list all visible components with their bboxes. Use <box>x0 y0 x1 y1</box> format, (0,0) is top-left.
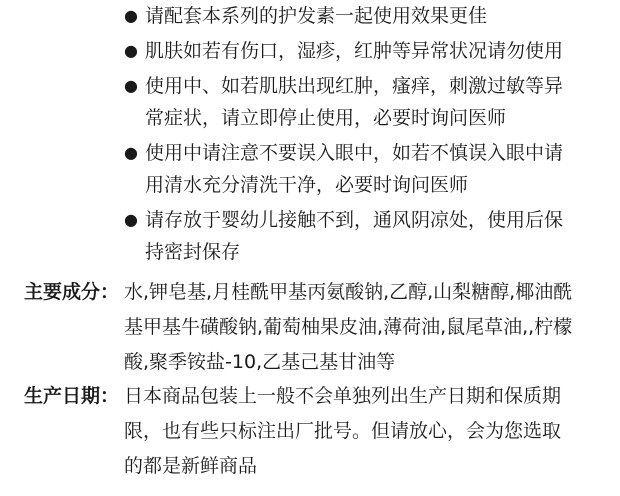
usage-notes-list <box>124 0 604 271</box>
usage-note-text <box>145 204 563 268</box>
usage-note-line: 持密封保存 <box>145 241 241 263</box>
usage-note <box>124 70 604 134</box>
usage-note <box>124 35 604 67</box>
usage-note-text <box>145 137 563 201</box>
usage-note-line: 使用中请注意不要误入眼中，如若不慎误入眼中请 <box>145 142 564 164</box>
ingredients-label: 主要成分： <box>24 281 120 303</box>
bullet-icon: ● <box>124 6 138 25</box>
production-date-section <box>24 379 604 484</box>
usage-note-line: 肌肤如若有伤口，湿疹，红肿等异常状况请勿使用 <box>145 40 564 62</box>
bullet-icon: ● <box>124 210 138 229</box>
production-date-line: 日本商品包装上一般不会单独列出生产日期和保质期 <box>124 385 562 407</box>
usage-note <box>124 0 604 32</box>
usage-note-line: 请存放于婴幼儿接触不到，通风阴凉处，使用后保 <box>145 209 564 231</box>
production-date-line: 限，也有些只标注出厂批号。但请放心，会为您选取 <box>124 420 562 442</box>
ingredients-line: 酸,聚季铵盐-10,乙基己基甘油等 <box>124 351 396 373</box>
ingredients-line: 基甲基牛磺酸钠,葡萄柚果皮油,薄荷油,鼠尾草油,,柠檬 <box>124 316 573 338</box>
production-date-line: 的都是新鲜商品 <box>124 455 258 477</box>
production-date-value <box>124 379 604 484</box>
bullet-icon: ● <box>124 76 138 95</box>
usage-note-line: 请配套本系列的护发素一起使用效果更佳 <box>145 5 488 27</box>
usage-note-line: 用清水充分清洗干净，必要时询问医师 <box>145 174 469 196</box>
usage-note-line: 使用中、如若肌肤出现红肿，瘙痒，刺激过敏等异 <box>145 75 564 97</box>
ingredients-section <box>24 275 604 380</box>
production-date-label: 生产日期： <box>24 385 120 407</box>
bullet-icon: ● <box>124 41 138 60</box>
usage-note <box>124 137 604 201</box>
usage-note-text <box>145 35 563 67</box>
ingredients-value <box>124 275 604 380</box>
usage-note-line: 常症状，请立即停止使用，必要时询问医师 <box>145 107 507 129</box>
usage-note <box>124 204 604 268</box>
usage-note-text <box>145 0 487 32</box>
usage-note-text <box>145 70 563 134</box>
ingredients-line: 水,钾皂基,月桂酰甲基丙氨酸钠,乙醇,山梨糖醇,椰油酰 <box>124 281 573 303</box>
bullet-icon: ● <box>124 143 138 162</box>
